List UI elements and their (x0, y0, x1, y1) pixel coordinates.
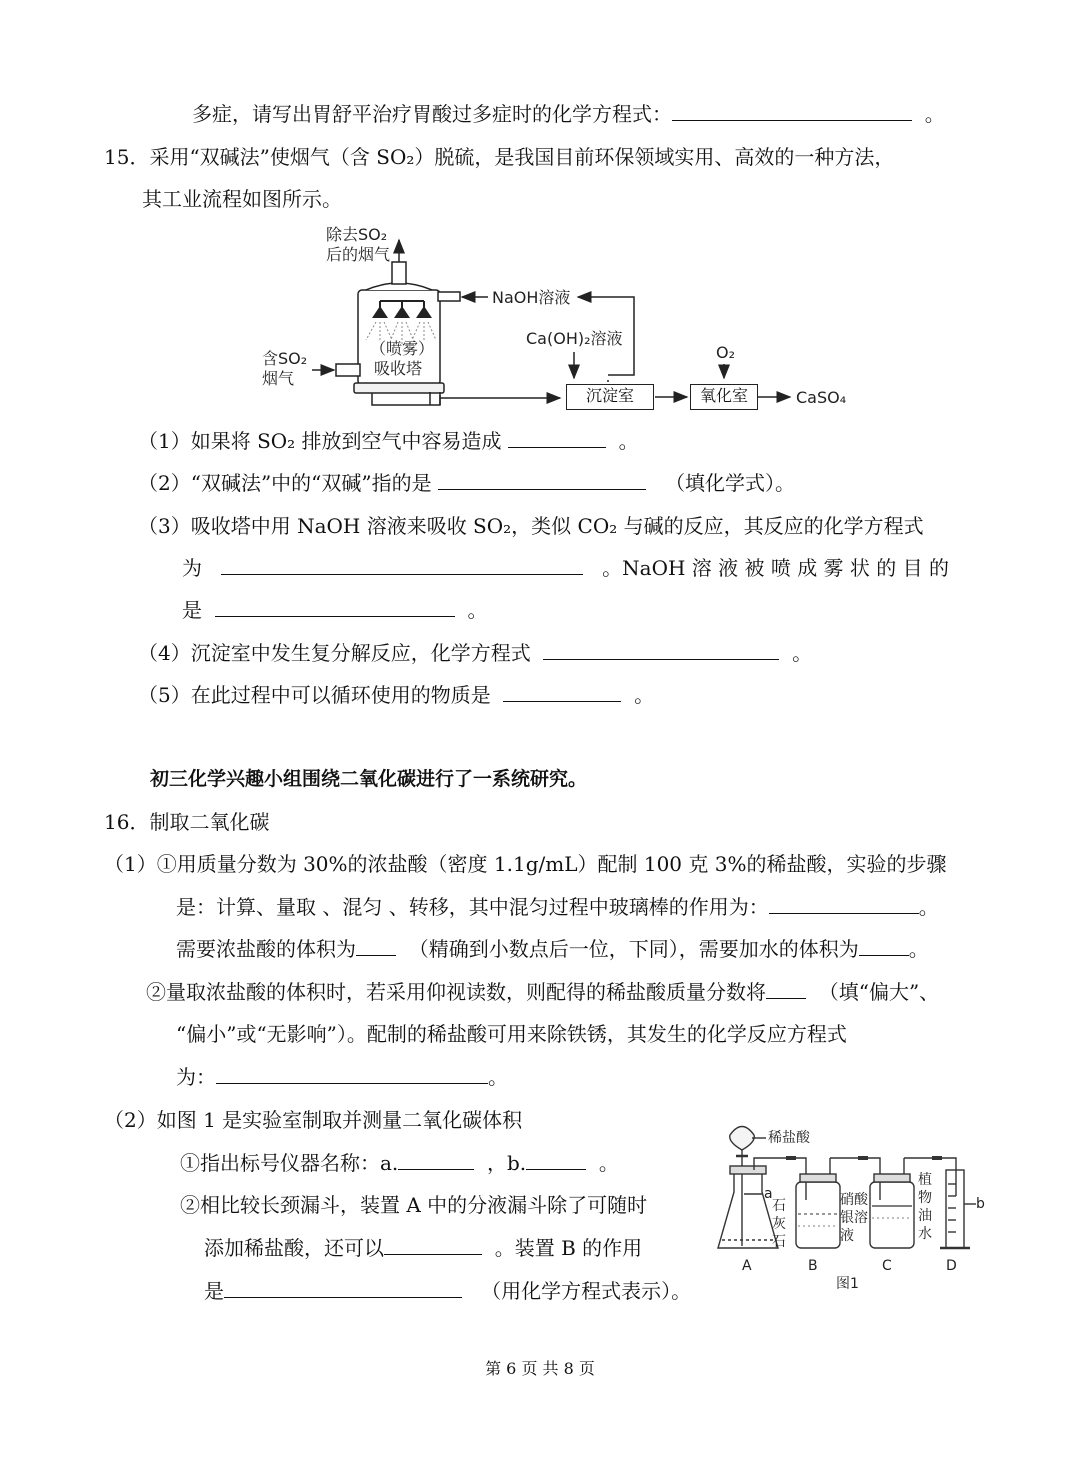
oil-label-2: 物 (918, 1190, 932, 1206)
out-gas-label-2: 后的烟气 (326, 245, 391, 264)
page-footer: 第 6 页 共 8 页 (485, 1359, 595, 1378)
o2-label: O₂ (716, 343, 736, 362)
out-gas-label-1: 除去SO₂ (326, 225, 388, 244)
label-B: B (808, 1258, 818, 1274)
agno3-label-2: 银溶 (840, 1210, 868, 1226)
figure-caption: 图1 (836, 1276, 859, 1292)
q15-stem: 15．采用“双碱法”使烟气（含 SO₂）脱硫，是我国目前环保领域实用、高效的一种方法， (104, 145, 895, 169)
label-C: C (882, 1258, 892, 1274)
q15-part-1: （1）如果将 SO₂ 排放到空气中容易造成 。 (138, 429, 639, 453)
oil-label-3: 油 (918, 1208, 932, 1224)
q15-part-5: （5）在此过程中可以循环使用的物质是 。 (138, 683, 655, 707)
limestone-label-2: 灰 (772, 1216, 786, 1232)
q16-2-line2: ①指出标号仪器名称：a. ，b. 。 (180, 1151, 619, 1175)
oxidation-room: 氧化室 (690, 384, 758, 410)
q15-part-3c: 是 。 (182, 598, 488, 622)
section-intro: 初三化学兴趣小组围绕二氧化碳进行了一系统研究。 (150, 768, 588, 790)
water-label: 水 (918, 1226, 932, 1242)
label-D: D (946, 1258, 957, 1274)
caoh2-label: Ca(OH)₂溶液 (526, 329, 623, 348)
limestone-label-3: 石 (772, 1234, 786, 1250)
q16-2-line1: （2）如图 1 是实验室制取并测量二氧化碳体积 (104, 1108, 523, 1132)
line-top: 多症，请写出胃舒平治疗胃酸过多症时的化学方程式： 。 (192, 102, 945, 126)
q16-1-line1: （1）①用质量分数为 30%的浓盐酸（密度 1.1g/mL）配制 100 克 3%的稀盐酸，实验的步骤 (104, 852, 947, 876)
dilute-hcl-label: 稀盐酸 (768, 1130, 810, 1146)
q16-1-line5: “偏小”或“无影响”）。配制的稀盐酸可用来除铁锈，其发生的化学反应方程式 (176, 1022, 847, 1046)
q16-2-line3: ②相比较长颈漏斗，装置 A 中的分液漏斗除了可随时 (180, 1193, 648, 1217)
q15-stem-2: 其工业流程如图所示。 (142, 187, 342, 211)
q16-title: 16．制取二氧化碳 (104, 810, 270, 834)
agno3-label-1: 硝酸 (840, 1192, 868, 1208)
in-gas-label-1: 含SO₂ (262, 349, 308, 368)
caso4-label: CaSO₄ (796, 388, 847, 407)
q15-part-2: （2）“双碱法”中的“双碱”指的是 （填化学式）。 (138, 471, 796, 495)
in-gas-label-2: 烟气 (262, 369, 295, 388)
precipitation-room: 沉淀室 (566, 384, 654, 410)
q16-1-line2: 是：计算、量取 、混匀 、转移，其中混匀过程中玻璃棒的作用为： 。 (176, 895, 939, 919)
q15-part-4: （4）沉淀室中发生复分解反应，化学方程式 。 (138, 641, 813, 665)
agno3-label-3: 液 (840, 1228, 854, 1244)
limestone-label-1: 石 (772, 1198, 786, 1214)
q16-1-line4: ②量取浓盐酸的体积时，若采用仰视读数，则配得的稀盐酸质量分数将 （填“偏大”、 (146, 980, 940, 1004)
q16-2-line5: 是 （用化学方程式表示）。 (204, 1279, 692, 1303)
label-a: a (764, 1186, 773, 1202)
q16-1-line3: 需要浓盐酸的体积为 （精确到小数点后一位，下同），需要加水的体积为 。 (176, 937, 929, 961)
label-A: A (742, 1258, 752, 1274)
q15-part-3: （3）吸收塔中用 NaOH 溶液来吸收 SO₂，类似 CO₂ 与碱的反应，其反应的化学方程式 (138, 514, 924, 538)
label-b: b (976, 1196, 985, 1212)
tower-label-1: （喷雾） (370, 339, 435, 358)
naoh-label: NaOH溶液 (492, 288, 571, 307)
tower-label-2: 吸收塔 (374, 359, 423, 378)
oil-label-1: 植 (918, 1172, 932, 1188)
q15-part-3b: 为 。NaOH 溶 液 被 喷 成 雾 状 的 目 的 (182, 556, 949, 580)
q16-1-line6: 为： 。 (176, 1065, 508, 1089)
q16-2-line4: 添加稀盐酸，还可以 。装置 B 的作用 (204, 1236, 643, 1260)
